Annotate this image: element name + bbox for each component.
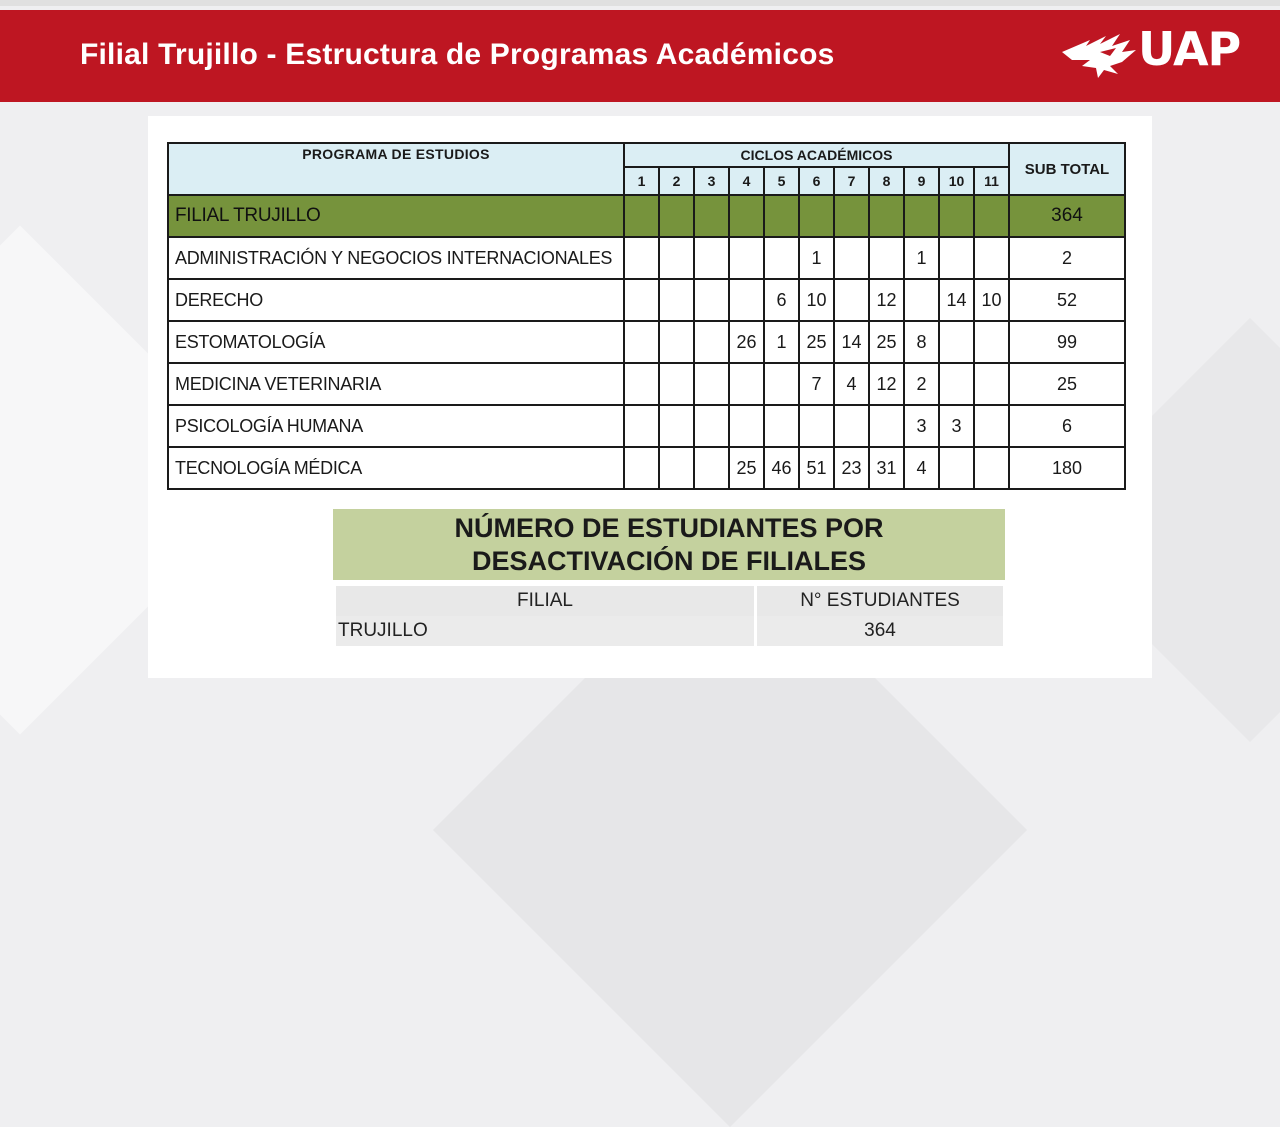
cycle-cell bbox=[729, 405, 764, 447]
cycle-cell: 12 bbox=[869, 363, 904, 405]
summary-data-row bbox=[336, 616, 1003, 646]
cycle-cell bbox=[834, 279, 869, 321]
cycle-header: 3 bbox=[694, 167, 729, 195]
summary-table bbox=[333, 586, 1006, 646]
program-row bbox=[168, 405, 1125, 447]
cycle-cell: 4 bbox=[904, 447, 939, 489]
cycle-cell: 1 bbox=[904, 237, 939, 279]
cycle-cell: 3 bbox=[904, 405, 939, 447]
cycle-cell: 14 bbox=[834, 321, 869, 363]
cycle-cell bbox=[869, 405, 904, 447]
cycle-header: 11 bbox=[974, 167, 1009, 195]
cycle-header: 1 bbox=[624, 167, 659, 195]
cycle-cell: 7 bbox=[799, 363, 834, 405]
cycle-header: 7 bbox=[834, 167, 869, 195]
cycle-cell bbox=[939, 447, 974, 489]
filial-subtotal: 364 bbox=[1009, 195, 1125, 237]
cycle-cell bbox=[694, 237, 729, 279]
cycle-cell: 25 bbox=[799, 321, 834, 363]
program-name: ADMINISTRACIÓN Y NEGOCIOS INTERNACIONALES bbox=[168, 237, 624, 279]
cycle-header: 9 bbox=[904, 167, 939, 195]
cycle-cell bbox=[624, 321, 659, 363]
cycle-cell bbox=[624, 279, 659, 321]
summary-header-row bbox=[336, 586, 1003, 616]
summary-col-students: N° ESTUDIANTES bbox=[757, 586, 1003, 616]
program-name: DERECHO bbox=[168, 279, 624, 321]
cycle-cell: 25 bbox=[869, 321, 904, 363]
programs-table bbox=[167, 142, 1126, 490]
cycle-cell: 14 bbox=[939, 279, 974, 321]
program-subtotal: 6 bbox=[1009, 405, 1125, 447]
cycle-cell bbox=[904, 279, 939, 321]
filial-name: FILIAL TRUJILLO bbox=[168, 195, 624, 237]
cycle-cell bbox=[659, 405, 694, 447]
cycle-cell bbox=[939, 363, 974, 405]
program-subtotal: 2 bbox=[1009, 237, 1125, 279]
summary-title-line1: NÚMERO DE ESTUDIANTES POR bbox=[454, 512, 884, 543]
cycle-cell bbox=[764, 405, 799, 447]
cycle-cell: 8 bbox=[904, 321, 939, 363]
cycle-cell bbox=[974, 363, 1009, 405]
cycle-cell bbox=[834, 405, 869, 447]
cycle-cell bbox=[974, 237, 1009, 279]
cycle-cell bbox=[729, 279, 764, 321]
cycle-cell: 12 bbox=[869, 279, 904, 321]
cycle-cell bbox=[624, 237, 659, 279]
cycle-header: 10 bbox=[939, 167, 974, 195]
program-row bbox=[168, 363, 1125, 405]
cycle-header: 4 bbox=[729, 167, 764, 195]
cycle-cell: 2 bbox=[904, 363, 939, 405]
program-name: MEDICINA VETERINARIA bbox=[168, 363, 624, 405]
cycle-cell bbox=[729, 363, 764, 405]
cycle-cell: 10 bbox=[974, 279, 1009, 321]
cycle-cell bbox=[694, 405, 729, 447]
header-program: PROGRAMA DE ESTUDIOS bbox=[168, 143, 624, 195]
cycle-cell bbox=[939, 237, 974, 279]
cycle-cell bbox=[694, 321, 729, 363]
cycle-cell bbox=[694, 363, 729, 405]
cycle-cell: 4 bbox=[834, 363, 869, 405]
cycle-cell bbox=[764, 237, 799, 279]
cycle-cell: 1 bbox=[764, 321, 799, 363]
cycle-header: 5 bbox=[764, 167, 799, 195]
program-subtotal: 52 bbox=[1009, 279, 1125, 321]
cycle-cell bbox=[659, 279, 694, 321]
cycle-cell: 31 bbox=[869, 447, 904, 489]
program-subtotal: 180 bbox=[1009, 447, 1125, 489]
cycle-cell: 46 bbox=[764, 447, 799, 489]
cycle-cell bbox=[799, 405, 834, 447]
cycle-cell bbox=[659, 321, 694, 363]
slide-title: Filial Trujillo - Estructura de Programas Académicos bbox=[80, 38, 835, 71]
cycle-cell bbox=[694, 279, 729, 321]
program-name: ESTOMATOLOGÍA bbox=[168, 321, 624, 363]
cycle-cell bbox=[974, 405, 1009, 447]
cycle-header: 6 bbox=[799, 167, 834, 195]
cycle-header: 2 bbox=[659, 167, 694, 195]
top-strip bbox=[0, 0, 1280, 6]
program-row bbox=[168, 237, 1125, 279]
program-row bbox=[168, 279, 1125, 321]
program-name: TECNOLOGÍA MÉDICA bbox=[168, 447, 624, 489]
cycle-cell bbox=[939, 321, 974, 363]
filial-row bbox=[168, 195, 1125, 237]
cycle-cell bbox=[659, 363, 694, 405]
cycle-cell: 1 bbox=[799, 237, 834, 279]
header-cycles: CICLOS ACADÉMICOS bbox=[624, 143, 1009, 167]
cycle-cell: 10 bbox=[799, 279, 834, 321]
cycle-cell bbox=[624, 405, 659, 447]
program-row bbox=[168, 321, 1125, 363]
cycle-cell bbox=[659, 447, 694, 489]
summary-title-line2: DESACTIVACIÓN DE FILIALES bbox=[471, 545, 867, 576]
cycle-cell bbox=[659, 237, 694, 279]
cycle-cell: 25 bbox=[729, 447, 764, 489]
cycle-cell: 6 bbox=[764, 279, 799, 321]
summary-filial: TRUJILLO bbox=[336, 616, 754, 646]
cycle-cell: 23 bbox=[834, 447, 869, 489]
summary-col-filial: FILIAL bbox=[336, 586, 754, 616]
cycle-cell bbox=[764, 363, 799, 405]
cycle-cell bbox=[694, 447, 729, 489]
header-subtotal: SUB TOTAL bbox=[1009, 143, 1125, 195]
logo-text: UAP bbox=[1138, 22, 1241, 76]
summary-title bbox=[333, 509, 1005, 580]
program-subtotal: 25 bbox=[1009, 363, 1125, 405]
program-row bbox=[168, 447, 1125, 489]
cycle-cell bbox=[974, 321, 1009, 363]
cycle-cell bbox=[974, 447, 1009, 489]
cycle-cell bbox=[624, 447, 659, 489]
cycle-cell bbox=[834, 237, 869, 279]
summary-students: 364 bbox=[757, 616, 1003, 646]
cycle-cell: 26 bbox=[729, 321, 764, 363]
program-subtotal: 99 bbox=[1009, 321, 1125, 363]
cycle-header: 8 bbox=[869, 167, 904, 195]
cycle-cell: 3 bbox=[939, 405, 974, 447]
cycle-cell: 51 bbox=[799, 447, 834, 489]
program-name: PSICOLOGÍA HUMANA bbox=[168, 405, 624, 447]
cycle-cell bbox=[729, 237, 764, 279]
cycle-cell bbox=[869, 237, 904, 279]
cycle-cell bbox=[624, 363, 659, 405]
